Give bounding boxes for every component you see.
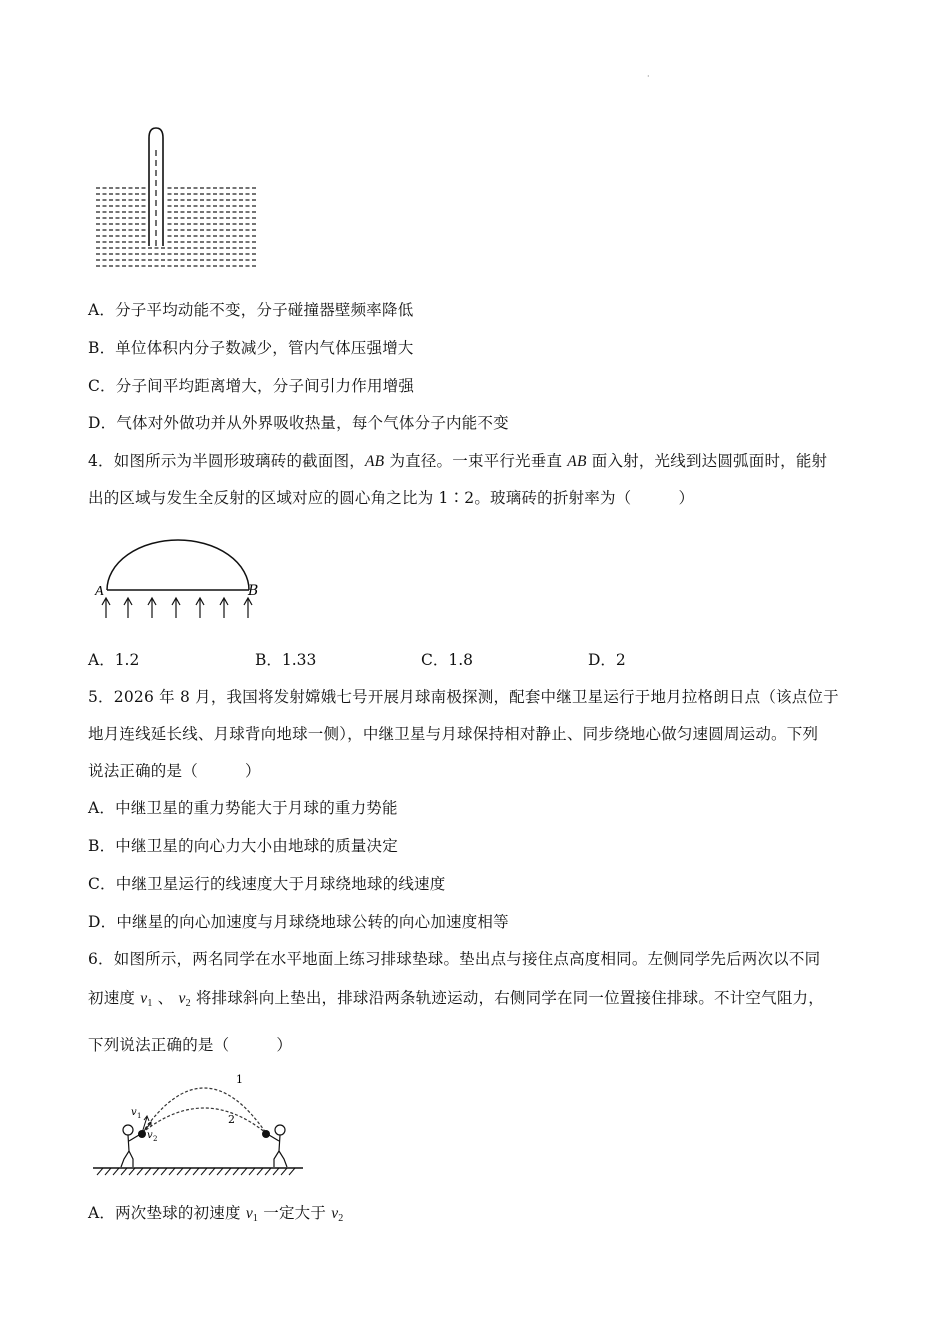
q5-stem-line3: 说法正确的是（ ） <box>88 762 261 780</box>
q4-option-a: A．1.2 <box>88 651 140 669</box>
label-a: A <box>95 584 104 599</box>
right-person <box>269 1125 287 1167</box>
q4-stem-line2: 出的区域与发生全反射的区域对应的圆心角之比为 1∶2。玻璃砖的折射率为（ ） <box>88 489 695 507</box>
svg-text:v: v <box>131 1107 137 1118</box>
q3-option-c: C．分子间平均距离增大，分子间引力作用增强 <box>88 377 415 395</box>
svg-text:1: 1 <box>137 1112 142 1120</box>
q5-option-b: B．中继卫星的向心力大小由地球的质量决定 <box>88 837 398 855</box>
q6-stem-line2: 初速度 $v_1$ 、 $v_2$ 将排球斜向上垫出，排球沿两条轨迹运动，右侧同学在同一位置接住排球。不计空气阻力， <box>88 989 824 1009</box>
q5-option-a: A．中继卫星的重力势能大于月球的重力势能 <box>88 799 398 817</box>
q4-option-b: B．1.33 <box>255 651 317 669</box>
label-b: B <box>248 583 259 599</box>
page-dot: · <box>647 72 650 81</box>
q3-option-a: A．分子平均动能不变，分子碰撞器壁频率降低 <box>88 301 414 319</box>
q6-stem-line3: 下列说法正确的是（ ） <box>88 1036 293 1054</box>
trajectory-2-label: 2 <box>228 1113 235 1126</box>
svg-text:2: 2 <box>153 1135 158 1143</box>
tube-in-liquid-figure <box>88 120 268 280</box>
q5-stem-line1: 5．2026 年 8 月，我国将发射嫦娥七号开展月球南极探测，配套中继卫星运行于地月拉格朗日点（该点位于 <box>88 688 839 706</box>
q4-option-d: D．2 <box>588 651 626 669</box>
q6-stem-line1: 6．如图所示，两名同学在水平地面上练习排球垫球。垫出点与接住点高度相同。左侧同学先后两次以不同 <box>88 950 821 968</box>
q5-option-d: D．中继星的向心加速度与月球绕地球公转的向心加速度相等 <box>88 913 509 931</box>
trajectory-1-label: 1 <box>236 1073 243 1086</box>
ball-right <box>262 1130 270 1138</box>
left-person <box>121 1125 139 1167</box>
q3-option-d: D．气体对外做功并从外界吸收热量，每个气体分子内能不变 <box>88 414 509 432</box>
svg-text:v: v <box>147 1130 153 1141</box>
q6-option-a: A．两次垫球的初速度 $v_1$ 一定大于 $v_2$ <box>88 1204 344 1224</box>
q5-option-c: C．中继卫星运行的线速度大于月球绕地球的线速度 <box>88 875 446 893</box>
volleyball-figure <box>93 1063 308 1178</box>
q5-stem-line2: 地月连线延长线、月球背向地球一侧），中继卫星与月球保持相对静止、同步绕地心做匀速圆周运动。下列 <box>88 725 819 743</box>
ball-left <box>138 1130 146 1138</box>
q3-option-b: B．单位体积内分子数减少，管内气体压强增大 <box>88 339 414 357</box>
q4-option-c: C．1.8 <box>421 651 474 669</box>
q4-stem-line1: 4．如图所示为半圆形玻璃砖的截面图，AB 为直径。一束平行光垂直 AB 面入射，光线到达圆弧面时，能射 <box>88 452 828 470</box>
semicircle-glass-figure <box>92 520 267 620</box>
